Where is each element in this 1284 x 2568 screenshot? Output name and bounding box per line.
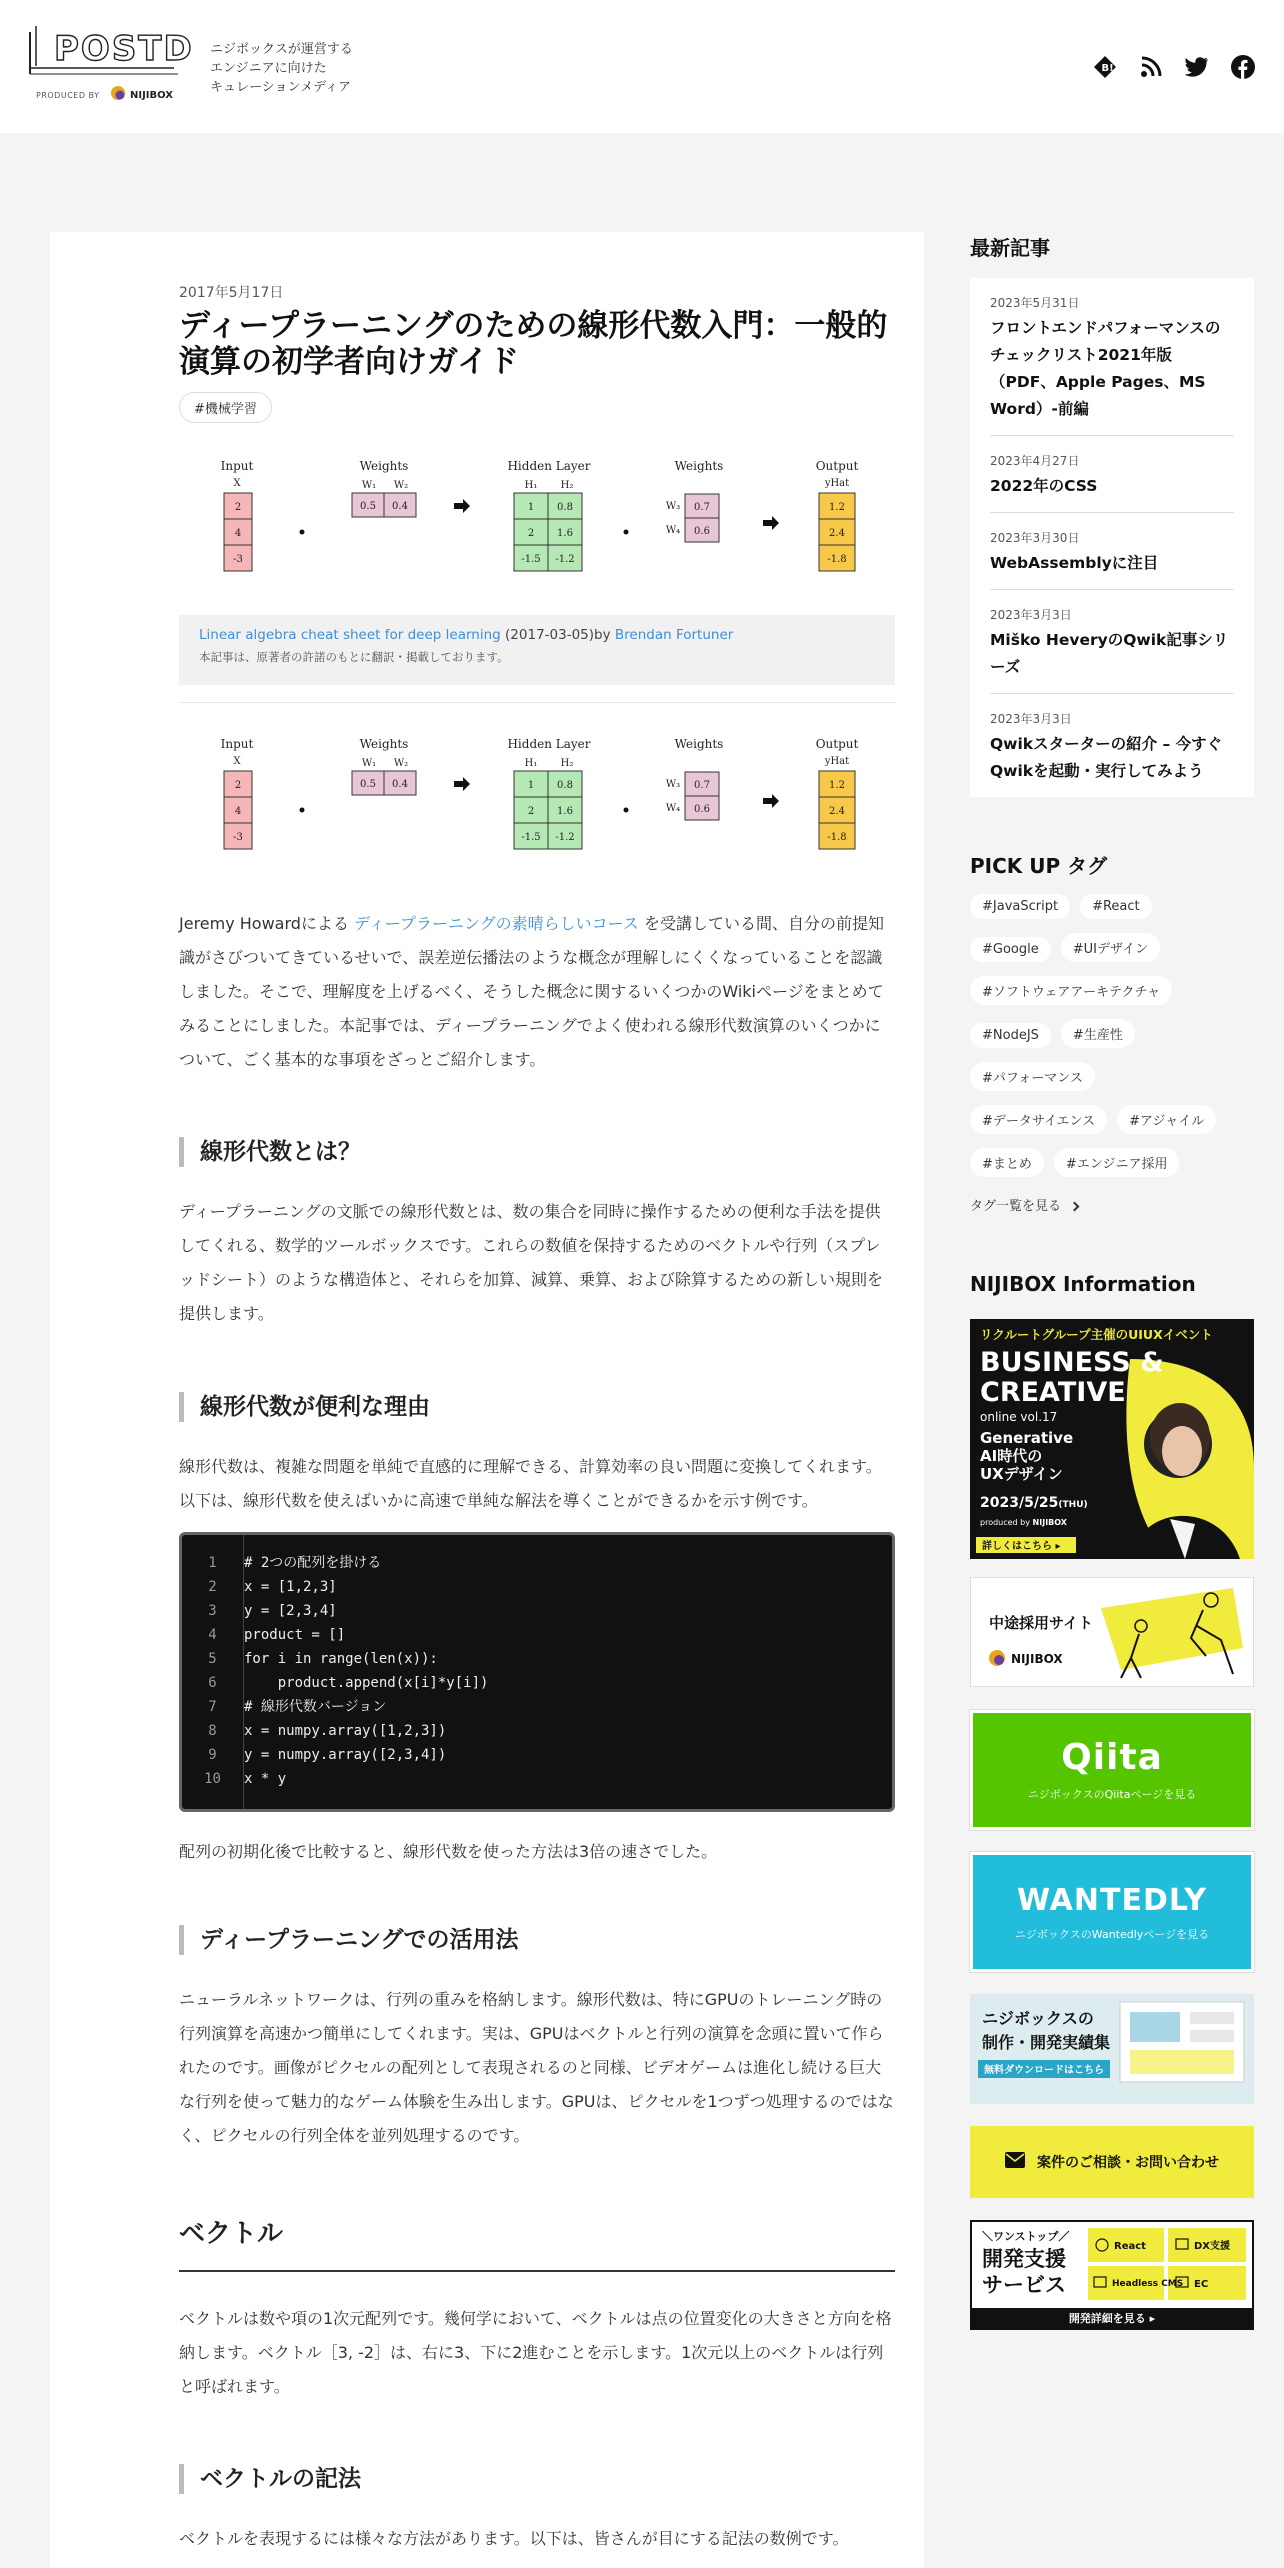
hidden-var: H₁ — [524, 480, 538, 491]
article-tag[interactable]: #機械学習 — [179, 392, 272, 423]
output-label: Output — [815, 459, 859, 473]
qiita-banner[interactable]: Qiita ニジボックスのQiitaページを見る — [970, 1710, 1254, 1830]
weights2-cell-label: 0.7 — [694, 502, 710, 513]
output-cell-label: 2.4 — [829, 528, 845, 539]
wantedly-banner[interactable]: WANTEDLY ニジボックスのWantedlyページを見る — [970, 1852, 1254, 1972]
course-link[interactable]: ディープラーニングの素晴らしいコース — [354, 914, 639, 933]
weights1-cell-label: 0.4 — [392, 779, 408, 790]
svg-text:サービス: サービス — [982, 2273, 1066, 2297]
weights1-label: Weights — [359, 459, 409, 473]
svg-text:ニジボックスの: ニジボックスの — [982, 2009, 1094, 2028]
mail-icon — [1005, 2152, 1025, 2172]
svg-text:詳しくはこちら ▸: 詳しくはこちら ▸ — [982, 1541, 1061, 1552]
recent-article-item[interactable]: 2023年5月31日 フロントエンドパフォーマンスのチェックリスト2021年版（PDF、Apple Pages、MS Word）-前編 — [990, 278, 1234, 436]
hidden-cell-label: 1 — [527, 502, 535, 513]
hidden-var: H₂ — [560, 480, 574, 491]
weights2-var: W₄ — [665, 803, 681, 814]
tag-pill[interactable]: #React — [1080, 894, 1152, 919]
weights1-label: Weights — [359, 737, 409, 751]
credit-note: 本記事は、原著者の許諾のもとに翻訳・掲載しております。 — [199, 650, 509, 664]
hidden-cell-label: -1.2 — [555, 832, 575, 843]
svg-text:中途採用サイト: 中途採用サイト — [989, 1614, 1093, 1632]
hatena-bookmark-icon[interactable] — [1092, 54, 1118, 80]
hidden-label: Hidden Layer — [507, 459, 591, 473]
svg-text:制作・開発実績集: 制作・開発実績集 — [982, 2033, 1111, 2052]
dev-support-banner[interactable] — [970, 2220, 1254, 2330]
svg-text:CREATIVE: CREATIVE — [980, 1377, 1126, 1408]
code-line-number: 1 — [208, 1555, 217, 1571]
heading-deep-learning-usage: ディープラーニングでの活用法 — [179, 1925, 895, 1955]
business-creative-banner[interactable] — [970, 1319, 1254, 1559]
tag-pill[interactable]: #パフォーマンス — [970, 1062, 1095, 1091]
pickup-tags — [970, 894, 1254, 1214]
svg-text:B!: B! — [1101, 63, 1114, 74]
dot-operator — [624, 808, 629, 813]
weights1-cell-label: 0.4 — [392, 501, 408, 512]
code-line: y = [2,3,4] — [244, 1603, 337, 1619]
input-cell-label: 2 — [234, 780, 242, 791]
arrow-icon — [454, 499, 470, 513]
article-title: ディープラーニングのための線形代数入門：一般的演算の初学者向けガイド — [179, 308, 888, 380]
svg-text:NIJIBOX: NIJIBOX — [1011, 1652, 1063, 1666]
vector-notation-paragraph: ベクトルを表現するには様々な方法があります。以下は、皆さんが目にする記法の数例です。 — [179, 2529, 849, 2548]
recruit-banner[interactable] — [970, 1577, 1254, 1687]
deep-learning-paragraph: ニューラルネットワークは、行列の重みを格納します。線形代数は、特にGPUのトレーニング時の行列演算を高速かつ簡単にしてくれます。実は、GPUはベクトルと行列の演算を念頭に置いて作られたのです。画像がピクセルの配列として表現されるのと同様、ビデオゲームは進化し続ける巨大な行列を使って魅力的なゲーム体験を生み出します。GPUは、ピクセルを1つずつ処理するのではなく、ピクセルの行列全体を並列処理するのです。 — [179, 1990, 894, 2145]
svg-text:2023/5/25(THU): 2023/5/25(THU) — [980, 1495, 1088, 1511]
chevron-right-icon — [1070, 1202, 1080, 1212]
output-cell-label: -1.8 — [827, 832, 847, 843]
tags-more-link[interactable]: タグ一覧を見る — [970, 1195, 1254, 1214]
svg-text:開発詳細を見る ▸: 開発詳細を見る ▸ — [1068, 2312, 1156, 2325]
arrow-icon — [763, 516, 779, 530]
weights2-var: W₄ — [665, 525, 681, 536]
code-line-number: 8 — [208, 1723, 217, 1739]
neural-net-figure-2 — [179, 728, 895, 878]
why-useful-paragraph: 線形代数は、複雑な問題を単純で直感的に理解できる、計算効率の良い問題に変換してくれます。以下は、線形代数を使えばいかに高速で単純な解法を導くことができるかを示す例です。 — [179, 1457, 882, 1510]
arrow-icon — [454, 777, 470, 791]
heading-vector-notation: ベクトルの記法 — [179, 2464, 895, 2494]
weights1-var: W₂ — [393, 758, 409, 769]
output-cell-label: 1.2 — [829, 502, 845, 513]
contact-banner[interactable]: 案件のご相談・お問い合わせ — [970, 2126, 1254, 2198]
svg-text:DX支援: DX支援 — [1194, 2241, 1231, 2252]
hidden-cell-label: -1.5 — [521, 554, 541, 565]
weights2-label: Weights — [674, 737, 724, 751]
tag-pill[interactable]: #Google — [970, 937, 1051, 962]
recent-article-item[interactable]: 2023年3月3日 Miško HeveryのQwik記事シリーズ — [990, 590, 1234, 694]
after-code-paragraph: 配列の初期化後で比較すると、線形代数を使った方法は3倍の速さでした。 — [179, 1842, 718, 1861]
input-cell-label: -3 — [233, 554, 243, 565]
hidden-cell-label: -1.2 — [555, 554, 575, 565]
article-card — [50, 232, 924, 2568]
output-label: Output — [815, 737, 859, 751]
linear-algebra-paragraph: ディープラーニングの文脈での線形代数とは、数の集合を同時に操作するための便利な手法を提供してくれる、数学的ツールボックスです。これらの数値を保持するためのベクトルや行列（スプレッドシート）のような構造体と、それらを加算、減算、乗算、および除算するための新しい規則を提供します。 — [179, 1202, 884, 1323]
qiita-logo: Qiita — [1061, 1737, 1163, 1778]
code-line-number: 9 — [208, 1747, 217, 1763]
neural-net-figure — [179, 450, 895, 600]
output-cell-label: 2.4 — [829, 806, 845, 817]
svg-text:EC: EC — [1194, 2279, 1209, 2290]
code-block[interactable] — [179, 1532, 895, 1812]
svg-text:BUSINESS &: BUSINESS & — [980, 1347, 1164, 1378]
recent-article-item[interactable]: 2023年3月3日 Qwikスターターの紹介 – 今すぐQwikを起動・実行してみよう — [990, 712, 1223, 780]
heading-linear-algebra: 線形代数とは？ — [179, 1137, 895, 1167]
code-line-number: 3 — [208, 1603, 217, 1619]
input-cell-label: 2 — [234, 502, 242, 513]
code-line: for i in range(len(x)): — [244, 1651, 438, 1667]
weights2-cell-label: 0.7 — [694, 780, 710, 791]
article-date: 2017年5月17日 — [179, 285, 284, 301]
svg-text:UXデザイン: UXデザイン — [980, 1465, 1063, 1483]
input-label: Input — [220, 737, 254, 751]
tag-pill[interactable]: #生産性 — [1061, 1019, 1135, 1048]
svg-text:Generative: Generative — [980, 1429, 1074, 1447]
hidden-label: Hidden Layer — [507, 737, 591, 751]
code-line-number: 4 — [208, 1627, 217, 1643]
hidden-cell-label: 1.6 — [557, 806, 573, 817]
postd-logo[interactable] — [28, 26, 193, 106]
hidden-cell-label: 2 — [527, 806, 535, 817]
svg-text:＼ワンストップ／: ＼ワンストップ／ — [982, 2230, 1070, 2243]
logo-text: POSTD — [54, 29, 193, 69]
weights2-var: W₃ — [665, 779, 681, 790]
hidden-cell-label: 0.8 — [557, 502, 573, 513]
input-var: X — [233, 478, 241, 489]
dot-operator — [300, 530, 305, 535]
hidden-var: H₁ — [524, 758, 538, 769]
code-line-numbers — [182, 1535, 244, 1809]
portfolio-banner[interactable] — [970, 1994, 1254, 2104]
code-line: # 線形代数バージョン — [244, 1699, 387, 1715]
code-line: y = numpy.array([2,3,4]) — [244, 1747, 447, 1763]
svg-text:React: React — [1114, 2241, 1146, 2252]
weights1-cell-label: 0.5 — [360, 501, 376, 512]
tag-pill[interactable]: #JavaScript — [970, 894, 1070, 919]
code-line: product = [] — [244, 1627, 346, 1643]
input-var: X — [233, 756, 241, 767]
code-line-number: 2 — [208, 1579, 217, 1595]
heading-vector: ベクトル — [179, 2213, 895, 2272]
code-line: x = [1,2,3] — [244, 1579, 337, 1595]
dot-operator — [624, 530, 629, 535]
code-line: product.append(x[i]*y[i]) — [244, 1675, 489, 1691]
facebook-icon[interactable] — [1230, 54, 1256, 80]
tag-pill[interactable]: #エンジニア採用 — [1054, 1148, 1180, 1177]
svg-text:produced by NIJIBOX: produced by NIJIBOX — [980, 1518, 1067, 1527]
hidden-var: H₂ — [560, 758, 574, 769]
weights2-cell-label: 0.6 — [694, 804, 710, 815]
code-line: x = numpy.array([1,2,3]) — [244, 1723, 447, 1739]
code-line-number: 5 — [208, 1651, 217, 1667]
weights2-var: W₃ — [665, 501, 681, 512]
tag-pill[interactable]: #アジャイル — [1117, 1105, 1216, 1134]
tag-pill[interactable]: #ソフトウェアアーキテクチャ — [970, 976, 1172, 1005]
weights1-var: W₁ — [361, 480, 377, 491]
wantedly-logo: WANTEDLY — [1016, 1883, 1208, 1918]
code-lines — [244, 1535, 488, 1791]
output-var: yHat — [824, 756, 850, 767]
recent-article-item[interactable]: 2023年3月30日 WebAssemblyに注目 — [990, 513, 1234, 590]
svg-text:開発支援: 開発支援 — [982, 2247, 1066, 2271]
hidden-cell-label: 1.6 — [557, 528, 573, 539]
output-var: yHat — [824, 478, 850, 489]
weights2-label: Weights — [674, 459, 724, 473]
credit-link[interactable]: Linear algebra cheat sheet for deep learning — [199, 627, 501, 643]
recent-articles-list — [970, 278, 1254, 797]
input-label: Input — [220, 459, 254, 473]
svg-text:online vol.17: online vol.17 — [980, 1410, 1058, 1424]
dot-operator — [300, 808, 305, 813]
pickup-tags-title: PICK UP タグ — [970, 854, 1108, 878]
input-cell-label: -3 — [233, 832, 243, 843]
code-line-number: 10 — [204, 1771, 221, 1787]
tag-pill[interactable]: #データサイエンス — [970, 1105, 1107, 1134]
divider — [179, 702, 895, 703]
site-header — [0, 0, 1284, 133]
tag-pill[interactable]: #UIデザイン — [1061, 933, 1160, 962]
hidden-cell-label: 2 — [527, 528, 535, 539]
weights2-cell-label: 0.6 — [694, 526, 710, 537]
output-cell-label: 1.2 — [829, 780, 845, 791]
svg-text:PRODUCED BY: PRODUCED BY — [36, 91, 100, 100]
tag-pill[interactable]: #まとめ — [970, 1148, 1044, 1177]
tag-pill[interactable]: #NodeJS — [970, 1023, 1051, 1048]
heading-why-useful: 線形代数が便利な理由 — [179, 1392, 895, 1422]
arrow-icon — [763, 794, 779, 808]
nijibox-info-title: NIJIBOX Information — [970, 1272, 1196, 1296]
credit-author-link[interactable]: Brendan Fortuner — [614, 627, 734, 643]
code-line: x * y — [244, 1771, 287, 1787]
svg-text:AI時代の: AI時代の — [980, 1447, 1043, 1465]
site-tagline: ニジボックスが運営する エンジニアに向けた キュレーションメディア — [210, 42, 353, 95]
code-line-number: 7 — [208, 1699, 217, 1715]
recent-article-item[interactable]: 2023年4月27日 2022年のCSS — [990, 436, 1234, 513]
recent-articles-title: 最新記事 — [970, 236, 1050, 260]
svg-text:NIJIBOX: NIJIBOX — [130, 90, 174, 101]
svg-text:Headless CMS: Headless CMS — [1112, 2279, 1184, 2289]
vector-paragraph: ベクトルは数や項の1次元配列です。幾何学において、ベクトルは点の位置変化の大きさと方向を格納します。ベクトル［3, -2］は、右に3、下に2進むことを示します。1次元以上のベクトルは行列と呼ばれます。 — [179, 2309, 892, 2396]
input-cell-label: 4 — [234, 806, 242, 817]
weights1-var: W₂ — [393, 480, 409, 491]
twitter-icon[interactable] — [1184, 54, 1210, 80]
figure-credit: Linear algebra cheat sheet for deep learning (2017-03-05)by Brendan Fortuner 本記事は、原著者の許諾のもとに翻訳・掲載しております。 — [179, 615, 895, 685]
rss-icon[interactable] — [1138, 54, 1164, 80]
code-line: # 2つの配列を掛ける — [244, 1555, 382, 1571]
intro-paragraph: Jeremy Howardによる ディープラーニングの素晴らしいコース を受講している間、自分の前提知識がさびついてきているせいで、誤差逆伝播法のような概念が理解しにくくなっていることを認識しました。そこで、理解度を上げるべく、そうした概念に関するいくつかのWikiページをまとめてみることにしました。本記事では、ディープラーニングでよく使われる線形代数演算のいくつかについて、ごく基本的な事項をざっとご紹介します。 — [179, 914, 884, 1069]
hidden-cell-label: -1.5 — [521, 832, 541, 843]
weights1-var: W₁ — [361, 758, 377, 769]
hidden-cell-label: 1 — [527, 780, 535, 791]
weights1-cell-label: 0.5 — [360, 779, 376, 790]
svg-text:無料ダウンロードはこちら: 無料ダウンロードはこちら — [984, 2065, 1104, 2076]
code-line-number: 6 — [208, 1675, 217, 1691]
svg-text:リクルートグループ主催のUIUXイベント: リクルートグループ主催のUIUXイベント — [980, 1327, 1213, 1342]
hidden-cell-label: 0.8 — [557, 780, 573, 791]
output-cell-label: -1.8 — [827, 554, 847, 565]
input-cell-label: 4 — [234, 528, 242, 539]
